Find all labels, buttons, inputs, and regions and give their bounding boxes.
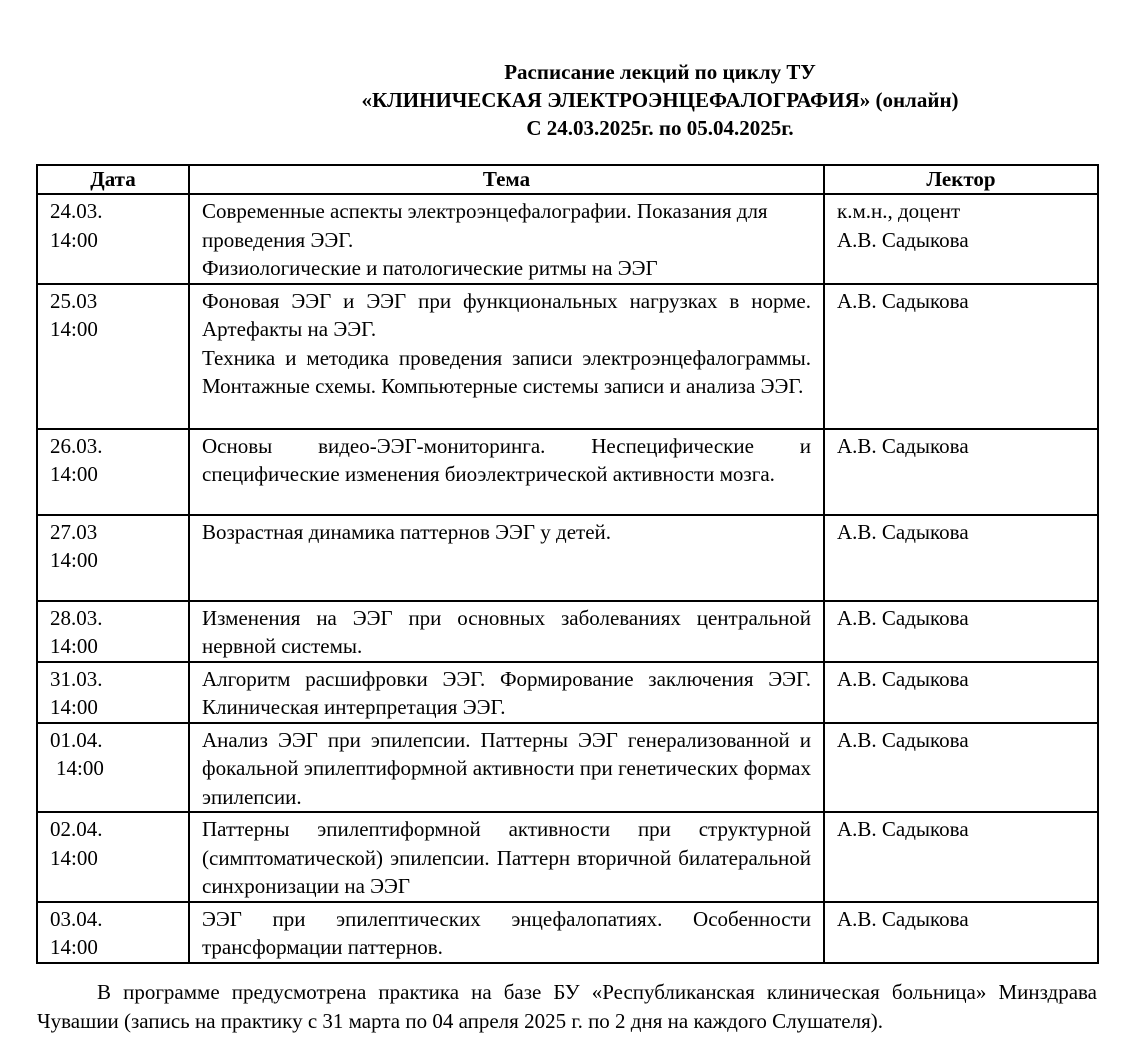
topic-text: Современные аспекты электроэнцефалографии. Показания для проведения ЭЭГ. xyxy=(202,199,768,252)
topic-cell xyxy=(189,601,824,662)
lecturer-cell xyxy=(824,515,1098,601)
date-text: 26.03. xyxy=(50,433,103,458)
lecturer-name: А.В. Садыкова xyxy=(837,666,969,691)
table-row xyxy=(37,515,1098,601)
table-row xyxy=(37,429,1098,515)
topic-text: ЭЭГ при эпилептических энцефалопатиях. Особенности трансформации паттернов. xyxy=(202,906,811,959)
header-topic: Тема xyxy=(189,165,824,194)
lecture-schedule-table xyxy=(36,164,1099,964)
lecturer-cell xyxy=(824,723,1098,813)
lecturer-name: А.В. Садыкова xyxy=(837,288,969,313)
table-row xyxy=(37,723,1098,813)
time-text: 14:00 xyxy=(50,317,98,341)
time-text: 14:00 xyxy=(50,935,98,959)
topic-cell xyxy=(189,723,824,813)
topic-text: Алгоритм расшифровки ЭЭГ. Формирование заключения ЭЭГ. Клиническая интерпретация ЭЭГ. xyxy=(202,666,811,719)
title-line-2: «КЛИНИЧЕСКАЯ ЭЛЕКТРОЭНЦЕФАЛОГРАФИЯ» (онлайн) xyxy=(361,88,959,112)
topic-text: Паттерны эпилептиформной активности при структурной (симптоматической) эпилепсии. Паттерн вторичной билатеральной синхронизации на ЭЭГ xyxy=(202,817,811,898)
date-text: 24.03. xyxy=(50,199,103,223)
date-text: 25.03 xyxy=(50,288,98,313)
time-text: 14:00 xyxy=(50,462,98,486)
topic-text: Фоновая ЭЭГ и ЭЭГ при функциональных нагрузках в норме. Артефакты на ЭЭГ. xyxy=(202,288,811,341)
date-cell xyxy=(37,902,189,963)
lecturer-cell xyxy=(824,812,1098,902)
topic-cell xyxy=(189,902,824,963)
date-text: 31.03. xyxy=(50,666,103,691)
table-row xyxy=(37,601,1098,662)
table-row xyxy=(37,812,1098,902)
table-header-row xyxy=(37,165,1098,194)
topic-cell xyxy=(189,662,824,723)
date-text: 27.03 xyxy=(50,519,98,544)
date-text: 01.04. xyxy=(50,727,103,752)
title-line-1: Расписание лекций по циклу ТУ xyxy=(504,60,816,84)
date-text: 28.03. xyxy=(50,605,103,630)
lecturer-cell xyxy=(824,601,1098,662)
topic-cell xyxy=(189,812,824,902)
time-text: 14:00 xyxy=(50,548,98,572)
lecturer-title: к.м.н., доцент xyxy=(837,199,961,223)
lecturer-name: А.В. Садыкова xyxy=(837,227,969,252)
topic-text: Основы видео-ЭЭГ-мониторинга. Неспецифические и специфические изменения биоэлектрической активности мозга. xyxy=(202,433,811,486)
time-text: 14:00 xyxy=(50,634,98,658)
date-cell xyxy=(37,515,189,601)
topic-cell xyxy=(189,284,824,429)
header-date: Дата xyxy=(37,165,189,194)
date-cell xyxy=(37,662,189,723)
lecturer-cell xyxy=(824,284,1098,429)
topic-text: Техника и методика проведения записи электроэнцефалограммы. Монтажные схемы. Компьютерные системы записи и анализа ЭЭГ. xyxy=(202,345,811,398)
lecturer-name: А.В. Садыкова xyxy=(837,817,969,841)
date-text: 03.04. xyxy=(50,906,103,931)
title-line-3: С 24.03.2025г. по 05.04.2025г. xyxy=(526,116,794,140)
lecturer-name: А.В. Садыкова xyxy=(837,433,969,458)
date-cell xyxy=(37,812,189,902)
lecturer-name: А.В. Садыкова xyxy=(837,727,969,752)
lecturer-name: А.В. Садыкова xyxy=(837,519,969,544)
lecturer-cell xyxy=(824,902,1098,963)
lecturer-name: А.В. Садыкова xyxy=(837,906,969,931)
time-text: 14:00 xyxy=(50,695,98,719)
time-text: 14:00 xyxy=(56,756,104,780)
lecturer-cell xyxy=(824,429,1098,515)
topic-text: Изменения на ЭЭГ при основных заболеваниях центральной нервной системы. xyxy=(202,605,811,658)
lecturer-name: А.В. Садыкова xyxy=(837,605,969,630)
table-row xyxy=(37,284,1098,429)
topic-text: Физиологические и патологические ритмы на ЭЭГ xyxy=(202,256,658,280)
table-row xyxy=(37,662,1098,723)
practice-note: В программе предусмотрена практика на базе БУ «Республиканская клиническая больница» Минздрава Чувашии (запись на практику с 31 марта по 04 апреля 2025 г. по 2 дня на каждого Слушателя). xyxy=(37,980,1097,1033)
topic-cell xyxy=(189,429,824,515)
topic-cell xyxy=(189,515,824,601)
table-row xyxy=(37,902,1098,963)
header-lecturer: Лектор xyxy=(824,165,1098,194)
topic-cell xyxy=(189,194,824,284)
topic-text: Анализ ЭЭГ при эпилепсии. Паттерны ЭЭГ генерализованной и фокальной эпилептиформной активности при генетических формах эпилепсии. xyxy=(202,727,811,809)
topic-text: Возрастная динамика паттернов ЭЭГ у детей. xyxy=(202,519,612,544)
time-text: 14:00 xyxy=(50,227,98,252)
lecturer-cell xyxy=(824,194,1098,284)
date-text: 02.04. xyxy=(50,817,103,841)
document-title xyxy=(160,58,1148,142)
time-text: 14:00 xyxy=(50,845,98,870)
date-cell xyxy=(37,601,189,662)
date-cell xyxy=(37,194,189,284)
date-cell xyxy=(37,723,189,813)
lecturer-cell xyxy=(824,662,1098,723)
date-cell xyxy=(37,284,189,429)
date-cell xyxy=(37,429,189,515)
table-row xyxy=(37,194,1098,284)
table-body xyxy=(37,194,1098,963)
